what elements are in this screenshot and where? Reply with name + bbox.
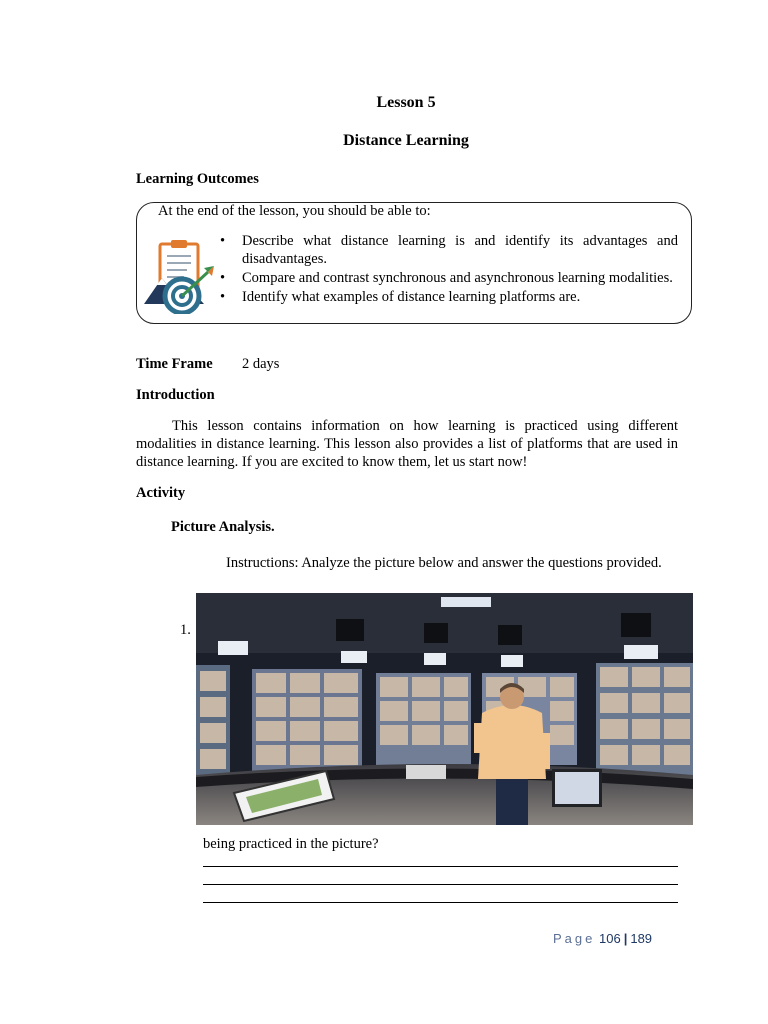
answer-line[interactable] <box>203 884 678 885</box>
learning-outcomes-heading: Learning Outcomes <box>136 171 259 187</box>
learning-outcome-item: • Identify what examples of distance learning platforms are. <box>218 289 678 307</box>
virtual-classroom-photo <box>196 593 693 825</box>
learning-outcome-item: • Describe what distance learning is and identify its advantages and disadvantages. <box>218 233 678 268</box>
answer-line[interactable] <box>203 866 678 867</box>
instructions-text: Instructions: Analyze the picture below and answer the questions provided. <box>226 555 662 571</box>
introduction-paragraph: This lesson contains information on how learning is practiced using different modalities in distance learning. This lesson also provides a list of platforms that are used in distance learning. If you are excited to know them, let us start now! <box>136 418 678 470</box>
total-pages: 189 <box>630 931 653 946</box>
question-number: 1. <box>180 622 191 638</box>
current-page: 106 <box>599 931 621 946</box>
time-frame-value: 2 days <box>242 356 280 372</box>
lesson-title: Distance Learning <box>343 132 469 149</box>
answer-line[interactable] <box>203 902 678 903</box>
time-frame-label: Time Frame <box>136 356 213 372</box>
question-text: being practiced in the picture? <box>203 836 379 852</box>
page-separator: | <box>623 931 628 946</box>
introduction-heading: Introduction <box>136 387 215 403</box>
page-label: Page <box>553 931 596 946</box>
lesson-number: Lesson 5 <box>376 94 436 111</box>
learning-outcomes-intro: At the end of the lesson, you should be able to: <box>158 203 431 219</box>
target-clipboard-icon <box>142 238 216 314</box>
learning-outcome-item: • Compare and contrast synchronous and asynchronous learning modalities. <box>218 270 678 288</box>
learning-outcomes-list <box>218 233 678 308</box>
page-footer <box>553 931 652 946</box>
activity-heading: Activity <box>136 485 186 501</box>
picture-analysis-heading: Picture Analysis. <box>171 519 275 535</box>
